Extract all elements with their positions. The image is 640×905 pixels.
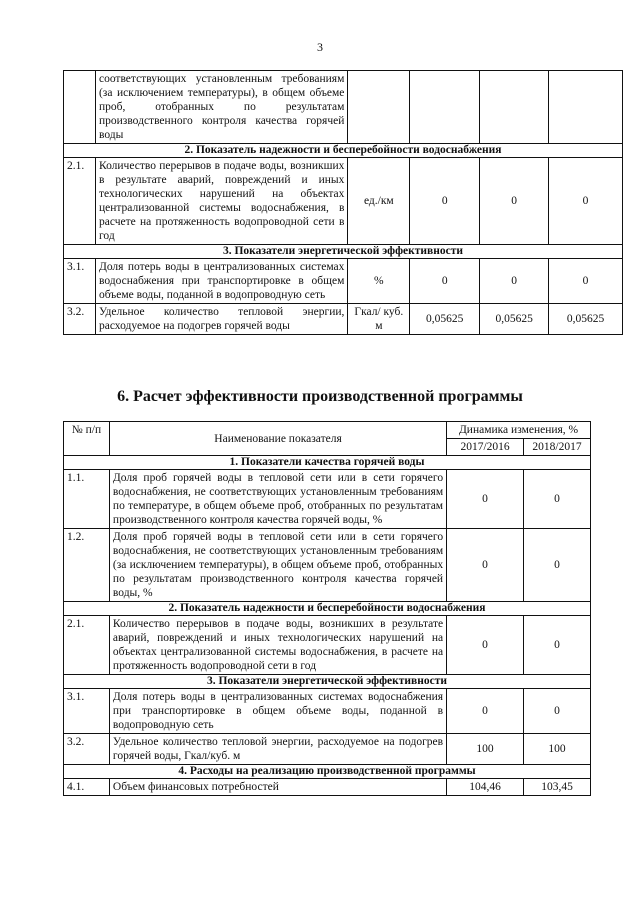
indicators-table-continued	[63, 70, 623, 335]
value-cell: 0	[480, 259, 549, 304]
table-section-row	[64, 765, 591, 779]
value-cell: 0	[524, 529, 591, 602]
value-cell: 0	[410, 259, 480, 304]
indicator-name: Удельное количество тепловой энергии, расходуемое на подогрев горячей воды	[95, 304, 347, 335]
table-row	[64, 616, 591, 675]
section-title: 3. Показатели энергетической эффективности	[64, 675, 591, 689]
indicator-name: Количество перерывов в подаче воды, возникших в результате аварий, повреждений и иных технологических нарушений на объектах централизованной системы водоснабжения, в расчете на протяженность водопроводной сети в год	[109, 616, 446, 675]
section-title: 6. Расчет эффективности производственной программы	[117, 388, 523, 405]
value-cell: 100	[447, 734, 524, 765]
value-cell: 0	[480, 158, 549, 245]
section-title: 3. Показатели энергетической эффективности	[64, 245, 623, 259]
table-section-row	[64, 456, 591, 470]
value-cell: 0	[410, 158, 480, 245]
value-cell: 0	[447, 470, 524, 529]
header-col-2018-2017: 2018/2017	[524, 439, 591, 456]
value-cell: 0	[524, 689, 591, 734]
header-dynamics: Динамика изменения, %	[447, 422, 591, 439]
table-section-row	[64, 602, 591, 616]
row-number: 3.1.	[64, 259, 96, 304]
unit-cell: %	[348, 259, 410, 304]
value-cell	[410, 71, 480, 144]
value-cell: 0	[524, 616, 591, 675]
value-cell: 0,05625	[480, 304, 549, 335]
table-row	[64, 304, 623, 335]
value-cell	[549, 71, 623, 144]
page-number: 3	[317, 40, 323, 54]
row-number: 1.2.	[64, 529, 110, 602]
row-number: 4.1.	[64, 779, 110, 796]
table-row	[64, 259, 623, 304]
table-row	[64, 158, 623, 245]
section-title: 2. Показатель надежности и бесперебойности водоснабжения	[64, 144, 623, 158]
indicator-name: Доля проб горячей воды в тепловой сети или в сети горячего водоснабжения, не соответствующих установленным требованиям по температуре, в общем объеме проб, отобранных по результатам производственного контроля качества горячей воды, %	[109, 470, 446, 529]
row-number: 2.1.	[64, 616, 110, 675]
indicator-name: соответствующих установленным требованиям (за исключением температуры), в общем объеме проб, отобранных по результатам производственного контроля качества горячей воды	[95, 71, 347, 144]
indicator-name: Количество перерывов в подаче воды, возникших в результате аварий, повреждений и иных технологических нарушений на объектах централизованной системы водоснабжения, в расчете на протяженность водопроводной сети в год	[95, 158, 347, 245]
value-cell: 0,05625	[549, 304, 623, 335]
table-row	[64, 470, 591, 529]
header-name: Наименование показателя	[109, 422, 446, 456]
indicator-name: Доля потерь воды в централизованных системах водоснабжения при транспортировке в общем объеме воды, поданной в водопроводную сеть	[109, 689, 446, 734]
row-number: 3.2.	[64, 304, 96, 335]
value-cell: 103,45	[524, 779, 591, 796]
table-section-row	[64, 245, 623, 259]
row-number: 3.2.	[64, 734, 110, 765]
row-number	[64, 71, 96, 144]
table-row	[64, 529, 591, 602]
value-cell: 0	[549, 158, 623, 245]
value-cell: 0	[447, 689, 524, 734]
value-cell: 0	[549, 259, 623, 304]
indicator-name: Удельное количество тепловой энергии, расходуемое на подогрев горячей воды, Гкал/куб. м	[109, 734, 446, 765]
value-cell: 0	[524, 470, 591, 529]
row-number: 3.1.	[64, 689, 110, 734]
table-row	[64, 71, 623, 144]
header-num: № п/п	[64, 422, 110, 456]
table-section-row	[64, 675, 591, 689]
indicator-name: Объем финансовых потребностей	[109, 779, 446, 796]
unit-cell: ед./км	[348, 158, 410, 245]
section-title: 1. Показатели качества горячей воды	[64, 456, 591, 470]
efficiency-table	[63, 421, 591, 796]
value-cell: 0,05625	[410, 304, 480, 335]
table-row	[64, 734, 591, 765]
table-row	[64, 779, 591, 796]
indicator-name: Доля проб горячей воды в тепловой сети или в сети горячего водоснабжения, не соответствующих установленным требованиям (за исключением температуры), в общем объеме проб, отобранных по результатам производственного контроля качества горячей воды, %	[109, 529, 446, 602]
value-cell: 0	[447, 529, 524, 602]
row-number: 1.1.	[64, 470, 110, 529]
row-number: 2.1.	[64, 158, 96, 245]
table-section-row	[64, 144, 623, 158]
unit-cell	[348, 71, 410, 144]
value-cell: 100	[524, 734, 591, 765]
section-title: 4. Расходы на реализацию производственной программы	[64, 765, 591, 779]
table-row	[64, 689, 591, 734]
section-title: 2. Показатель надежности и бесперебойности водоснабжения	[64, 602, 591, 616]
value-cell: 104,46	[447, 779, 524, 796]
header-col-2017-2016: 2017/2016	[447, 439, 524, 456]
value-cell: 0	[447, 616, 524, 675]
unit-cell: Гкал/ куб. м	[348, 304, 410, 335]
indicator-name: Доля потерь воды в централизованных системах водоснабжения при транспортировке в общем объеме воды, поданной в водопроводную сеть	[95, 259, 347, 304]
value-cell	[480, 71, 549, 144]
table-header-row	[64, 422, 591, 439]
